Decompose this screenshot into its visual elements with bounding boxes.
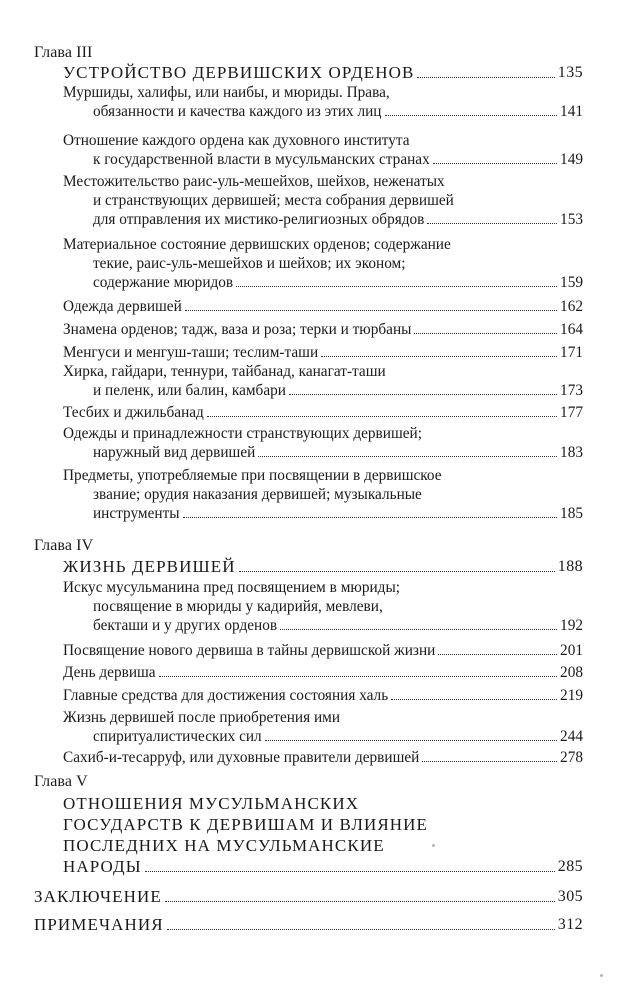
dot-leader [185,310,557,311]
entry-text-line: и пеленк, или балин, камбари [93,382,286,399]
end-section-entry [0,914,617,935]
dot-leader [414,333,557,334]
entry-text-line: Одежда дервишей [63,298,182,315]
entry-text-line: Знамена орденов; тадж, ваза и роза; терки и тюрбаны [63,321,412,338]
page-number: 188 [557,558,583,575]
entry-text-line: к государственной власти в мусульманских странах [93,151,430,168]
toc-entry [0,172,617,229]
page-number: 185 [560,505,583,522]
page-number: 183 [560,444,583,461]
entry-text-line: Материальное состояние дервишских орденов; содержание [63,236,451,253]
entry-text-line: Тесбих и джильбанад [63,404,204,421]
dot-leader [289,394,557,395]
toc-entry [0,641,617,660]
toc-entry [0,663,617,682]
page-number: 164 [560,321,583,338]
dot-leader [239,571,555,572]
page-number: 141 [560,103,583,120]
dot-leader [145,871,555,872]
entry-text-line: Сахиб-и-тесарруф, или духовные правители дервишей [63,749,420,766]
dot-leader [236,286,557,287]
end-section-title: ПРИМЕЧАНИЯ [34,915,164,934]
dot-leader [391,699,557,700]
toc-entry [0,686,617,705]
toc-entry [0,343,617,362]
entry-text-line: текие, раис-уль-мешейхов и шейхов; их эконом; [93,255,406,272]
page-number: 285 [557,858,583,875]
page-number: 149 [560,151,583,168]
page-number: 162 [560,298,583,315]
dot-leader [183,517,558,518]
chapter-title-entry [0,793,617,877]
toc-entry [0,297,617,316]
entry-text-line: Жизнь дервишей после приобретения ими [63,709,341,726]
entry-text-line: посвящение в мюриды у кадирийя, мевлеви, [93,598,383,615]
dot-leader [165,901,555,902]
dot-leader [207,416,557,417]
chapter-title-entry [0,556,617,577]
entry-text-line: Главные средства для достижения состояния халь [63,687,389,704]
dot-leader [422,761,557,762]
page-number: 244 [560,728,583,745]
end-section-entry [0,886,617,907]
dot-leader [258,456,557,457]
chapter-title-line: НАРОДЫ [63,857,142,876]
toc-entry [0,708,617,746]
toc-entry [0,83,617,121]
toc-entry [0,403,617,422]
dot-leader [159,676,557,677]
page-number: 201 [560,642,583,659]
dot-leader [427,223,557,224]
page-number: 219 [560,687,583,704]
chapter-title-line: ОТНОШЕНИЯ МУСУЛЬМАНСКИХ [63,794,360,813]
page-number: 278 [560,749,583,766]
dot-leader [265,740,557,741]
dot-leader [438,654,557,655]
entry-text-line: Хирка, гайдари, теннури, тайбанад, канагат-таши [63,363,386,380]
chapter-title-line: ГОСУДАРСТВ К ДЕРВИШАМ И ВЛИЯНИЕ [63,815,429,834]
dot-leader [433,163,557,164]
dot-leader [417,77,554,78]
toc-entry [0,424,617,462]
page-number: 208 [560,664,583,681]
entry-text-line: Местожительство раис-уль-мешейхов, шейхов, неженатых [63,173,445,190]
entry-text-line: Менгуси и менгуш-таши; теслим-таши [63,344,319,361]
toc-entry [0,362,617,400]
toc-entry [0,748,617,767]
entry-text-line: Отношение каждого ордена как духовного института [63,132,410,149]
chapter-label: Глава III [34,44,93,61]
entry-text-line: Предметы, употребляемые при посвящении в дервишское [63,467,442,484]
chapter-title-line: ЖИЗНЬ ДЕРВИШЕЙ [63,557,236,576]
toc-entry [0,466,617,523]
entry-text-line: Посвящение нового дервиша в тайны дервишской жизни [63,642,436,659]
dot-leader [280,629,557,630]
entry-text-line: обязанности и качества каждого из этих лиц [93,103,382,120]
page-number: 192 [560,617,583,634]
page-number: 159 [560,274,583,291]
entry-text-line: и странствующих дервишей; места собрания дервишей [93,192,454,209]
chapter-title-line: ПОСЛЕДНИХ НА МУСУЛЬМАНСКИЕ [63,836,385,855]
chapter-label: Глава IV [34,537,94,554]
dot-leader [167,929,555,930]
entry-text-line: День дервиша [63,664,156,681]
scan-speck [432,844,435,847]
entry-text-line: инструменты [93,505,180,522]
page-number: 177 [560,404,583,421]
entry-text-line: спиритуалистических сил [93,728,262,745]
entry-text-line: наружный вид дервишей [93,444,256,461]
page-number: 173 [560,382,583,399]
page-number: 153 [560,211,583,228]
entry-text-line: бекташи и у других орденов [93,617,278,634]
entry-text-line: содержание мюридов [93,274,234,291]
end-section-title: ЗАКЛЮЧЕНИЕ [34,887,162,906]
toc-entry [0,578,617,635]
scan-speck [600,974,603,977]
toc-entry [0,235,617,292]
page-number: 135 [557,64,583,81]
toc-entry [0,131,617,169]
entry-text-line: звание; орудия наказания дервишей; музыкальные [93,486,422,503]
dot-leader [321,356,557,357]
chapter-label: Глава V [34,773,88,790]
dot-leader [385,115,558,116]
page-number: 171 [560,344,583,361]
entry-text-line: Одежды и принадлежности странствующих дервишей; [63,425,422,442]
entry-text-line: Муршиды, халифы, или наибы, и мюриды. Права, [63,84,390,101]
entry-text-line: для отправления их мистико-религиозных обрядов [93,211,425,228]
entry-text-line: Искус мусульманина пред посвящением в мюриды; [63,579,400,596]
page-number: 312 [557,916,583,933]
chapter-title-entry [0,62,617,83]
chapter-title-line: УСТРОЙСТВО ДЕРВИШСКИХ ОРДЕНОВ [63,63,415,82]
toc-entry [0,320,617,339]
page-number: 305 [557,888,583,905]
